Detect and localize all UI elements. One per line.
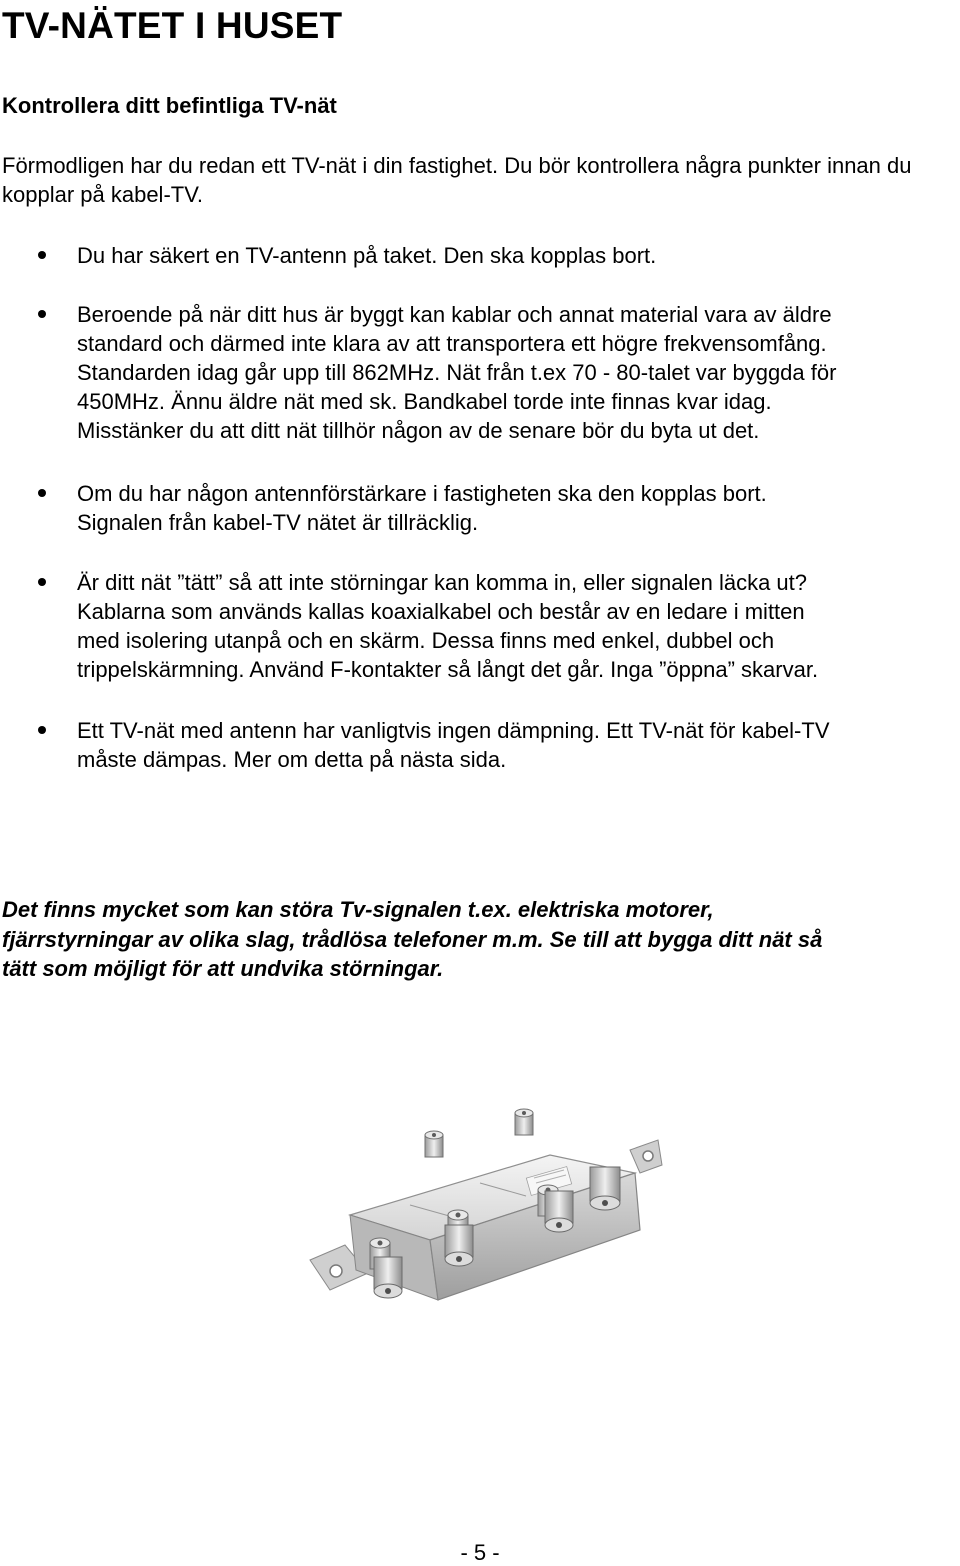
bullet-dot-icon <box>38 251 46 259</box>
list-item-text: Är ditt nät ”tätt” så att inte störningar kan komma in, eller signalen läcka ut? Kablarna som används kallas koaxialkabel och består av en ledare i mitten med isolering utanpå och en skärm. Dessa finns med enkel, dubbel och trippelskärmning. Använd F-kontakter så långt det går. Inga ”öppna” skarvar. <box>77 570 819 682</box>
list-item-text: Du har säkert en TV-antenn på taket. Den ska kopplas bort. <box>77 243 657 268</box>
tv-splitter-photo <box>290 1095 670 1340</box>
bullet-dot-icon <box>38 578 46 586</box>
bullet-dot-icon <box>38 310 46 318</box>
f-connector-icon <box>590 1167 620 1210</box>
bullet-dot-icon <box>38 489 46 497</box>
section-heading: Kontrollera ditt befintliga TV-nät <box>2 93 337 118</box>
warning-paragraph: Det finns mycket som kan störa Tv-signalen t.ex. elektriska motorer, fjärrstyrningar av olika slag, trådlösa telefoner m.m. Se till att bygga ditt nät så tätt som möjligt för att undvika störningar. <box>2 897 823 981</box>
f-connector-icon <box>515 1109 533 1135</box>
list-item-text: Om du har någon antennförstärkare i fastigheten ska den kopplas bort. Signalen från kabel-TV nätet är tillräcklig. <box>77 481 767 535</box>
page-title: TV-NÄTET I HUSET <box>2 5 343 46</box>
bullet-dot-icon <box>38 726 46 734</box>
f-connector-icon <box>425 1131 443 1157</box>
f-connector-icon <box>545 1191 573 1232</box>
page-number: - 5 - <box>460 1540 500 1565</box>
f-connector-icon <box>445 1225 473 1266</box>
splitter-body <box>310 1140 662 1300</box>
intro-paragraph: Förmodligen har du redan ett TV-nät i din fastighet. Du bör kontrollera några punkter innan du kopplar på kabel-TV. <box>2 153 912 207</box>
f-connector-icon <box>374 1257 402 1298</box>
list-item-text: Beroende på när ditt hus är byggt kan kablar och annat material vara av äldre standard och därmed inte klara av att transportera ett högre frekvensomfång. Standarden idag går upp till 862MHz. Nät från t.ex 70 - 80-talet var byggda för 450MHz. Ännu äldre nät med sk. Bandkabel torde inte finnas kvar idag. Misstänker du att ditt nät tillhör någon av de senare bör du byta ut det. <box>77 302 837 443</box>
list-item-text: Ett TV-nät med antenn har vanligtvis ingen dämpning. Ett TV-nät för kabel-TV måste dämpas. Mer om detta på nästa sida. <box>77 718 830 772</box>
